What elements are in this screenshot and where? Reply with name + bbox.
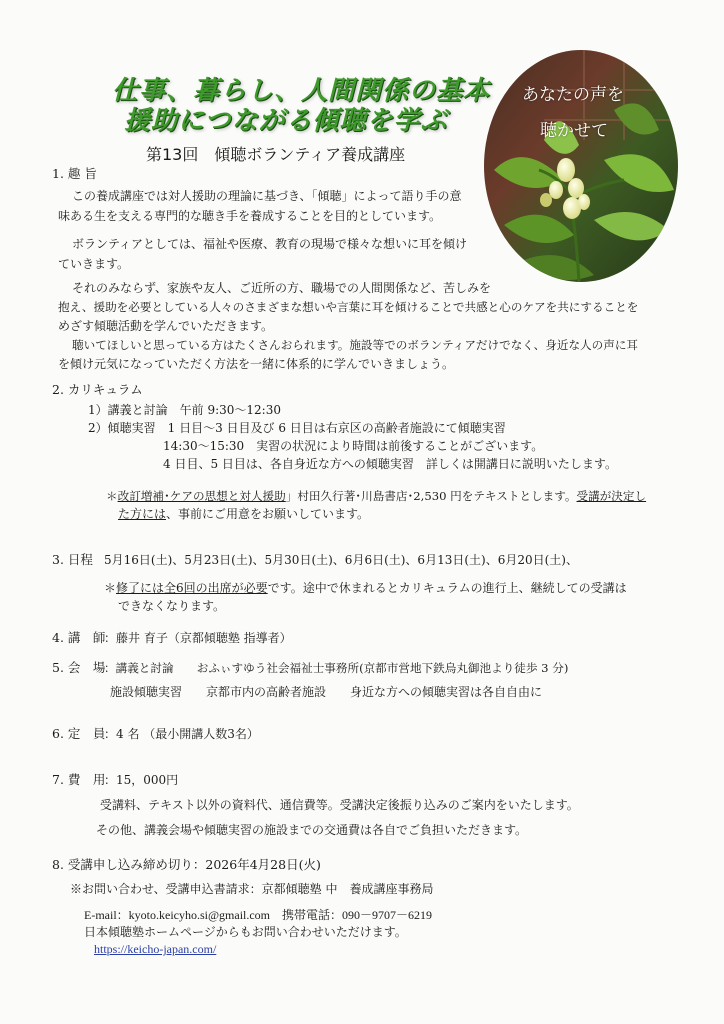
- s1-p1b: 味ある生を支える専門的な聴き手を養成することを目的としています。: [58, 209, 442, 223]
- subtitle: 第13回 傾聴ボランティア養成講座: [146, 145, 406, 164]
- s2-note-book-title: 改訂増補･ケアの思想と対人援助: [117, 489, 286, 503]
- s2-note-star: ＊: [106, 489, 118, 503]
- s8-email-phone: E-mail：kyoto.keicyho.si@gmail.com 携帯電話：090－9707－6219: [84, 908, 433, 922]
- s1-p3c: めざす傾聴活動を学んでいただきます。: [58, 319, 274, 333]
- s7-fee: ：15，000円: [104, 773, 179, 787]
- s3-note-line-2: できなくなります。: [118, 599, 226, 613]
- s6-capacity: ：4 名 （最小開講人数3名）: [104, 727, 259, 741]
- s2-line-3: 14:30～15:30 実習の状況により時間は前後することがございます。: [163, 439, 544, 453]
- section-4-heading: 4. 講 師: [52, 630, 106, 645]
- s2-note-decided: 受講が決定し: [576, 489, 647, 503]
- s3-note-rest: です。途中で休まれるとカリキュラムの進行上、継続しての受講は: [267, 581, 627, 595]
- s2-note-mid: 」村田久行著･川島書店･2,530 円をテキストとします。: [285, 489, 577, 503]
- s2-line-2: 2）傾聴実習 1 日目～3 日目及び 6 日目は右京区の高齢者施設にて傾聴実習: [88, 421, 506, 435]
- section-3-heading: 3. 日程: [52, 552, 93, 567]
- s2-note-those: た方には: [118, 507, 167, 521]
- s3-dates: 5月16日(土)、5月23日(土)、5月30日(土)、6月6日(土)、6月13日(土)、6月20日(土)、: [104, 553, 578, 567]
- s7-line-1: 受講料、テキスト以外の資料代、通信費等。受講決定後振り込みのご案内をいたします。: [100, 798, 579, 812]
- s1-p4b: を傾け元気になっていただく方法を一緒に体系的に学んでいきましょう。: [58, 357, 455, 371]
- flower-photo: [484, 50, 678, 282]
- photo-caption-2: 聴かせて: [540, 121, 608, 141]
- s3-note-star: ＊: [104, 581, 117, 595]
- s3-note: [104, 580, 627, 596]
- title-line-2: 援助につながる傾聴を学ぶ: [124, 106, 448, 136]
- s2-textbook-note: [106, 488, 646, 504]
- section-5-heading: 5. 会 場: [52, 660, 106, 675]
- homepage-link[interactable]: https://keicho-japan.com/: [94, 942, 217, 956]
- section-2-heading: 2. カリキュラム: [52, 382, 143, 397]
- s1-p3a: それのみならず、家族や友人、ご近所の方、職場での人間関係など、苦しみを: [72, 281, 492, 295]
- s1-p1a: この養成講座では対人援助の理論に基づき、「傾聴」によって語り手の意: [72, 189, 462, 203]
- s5-line-1: ：講義と討論 おふぃすゆう社会福祉士事務所(京都市営地下鉄烏丸御池より徒歩 3 分): [104, 661, 569, 675]
- section-1-heading: 1. 趣 旨: [52, 166, 97, 181]
- section-8-heading: 8. 受講申し込み締め切り：2026年4月28日(火): [52, 857, 321, 872]
- photo-caption-1: あなたの声を: [522, 85, 624, 105]
- s2-note-end: 、事前にご用意をお願いしています。: [166, 507, 370, 521]
- s1-p3b: 抱え、援助を必要としている人々のさまざまな想いや言葉に耳を傾けることで共感と心のケアを共にすることを: [58, 300, 639, 314]
- section-6-heading: 6. 定 員: [52, 726, 106, 741]
- s4-instructor: ：藤井 育子（京都傾聴塾 指導者）: [104, 631, 292, 645]
- section-7-heading: 7. 費 用: [52, 772, 106, 787]
- s1-p2a: ボランティアとしては、福祉や医療、教育の現場で様々な想いに耳を傾け: [72, 237, 468, 251]
- s7-line-2: その他、講義会場や傾聴実習の施設までの交通費は各自でご負担いただきます。: [96, 823, 528, 837]
- title-line-1: 仕事、暮らし、人間関係の基本: [112, 76, 491, 106]
- s3-note-required: 修了には全6回の出席が必要: [116, 581, 268, 595]
- s1-p4a: 聴いてほしいと思っている方はたくさんおられます。施設等でのボランティアだけでなく、身近な人の声に耳: [72, 338, 639, 352]
- s5-line-2: 施設傾聴実習 京都市内の高齢者施設 身近な方への傾聴実習は各自自由に: [110, 685, 543, 699]
- s2-note-line-2: [118, 506, 369, 522]
- s2-line-4: 4 日目、5 日目は、各自身近な方への傾聴実習 詳しくは開講日に説明いたします。: [163, 457, 617, 471]
- s2-line-1: 1）講義と討論 午前 9:30～12:30: [88, 403, 281, 417]
- s8-homepage-note: 日本傾聴塾ホームページからもお問い合わせいただけます。: [84, 925, 407, 939]
- s1-p2b: ていきます。: [58, 257, 130, 271]
- s8-contact-line: ※お問い合わせ、受講申込書請求：京都傾聴塾 中 養成講座事務局: [70, 882, 434, 896]
